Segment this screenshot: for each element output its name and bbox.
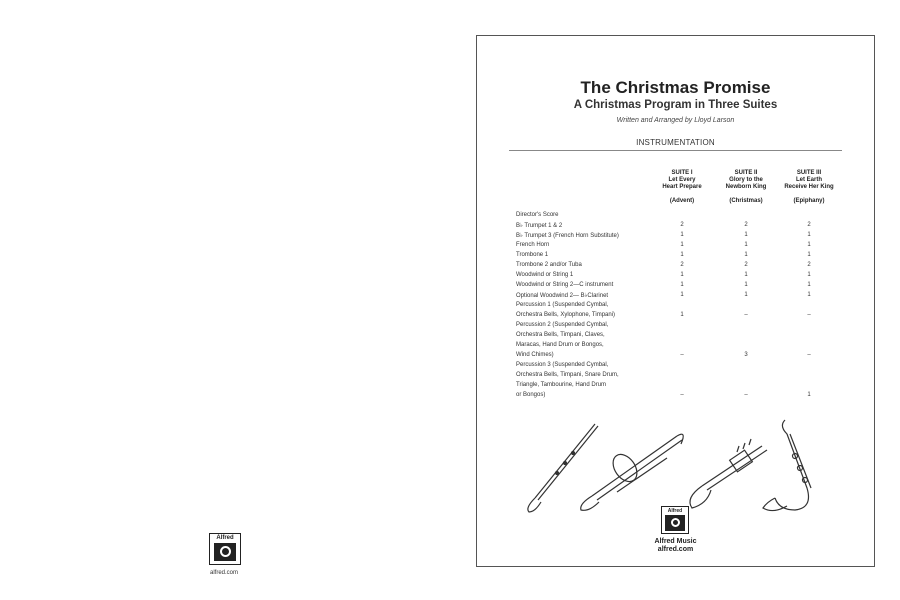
publisher-name: Alfred Music (654, 538, 697, 545)
table-row (477, 312, 874, 322)
row-value: 1 (680, 282, 684, 288)
row-label: or Bongos) (516, 392, 546, 398)
trombone-icon (581, 434, 684, 510)
row-value: 2 (807, 222, 811, 228)
table-row (477, 322, 874, 332)
row-value: 2 (744, 262, 748, 268)
row-value: – (744, 312, 748, 318)
suite-column-header (647, 170, 717, 205)
row-value: 2 (744, 222, 748, 228)
row-label: Director's Score (516, 212, 559, 218)
table-row (477, 272, 874, 282)
table-row (477, 302, 874, 312)
instrumentation-heading: INSTRUMENTATION (636, 138, 715, 147)
row-value: 2 (807, 262, 811, 268)
row-value: 1 (680, 232, 684, 238)
row-value: 1 (744, 292, 748, 298)
suite-number: SUITE II (734, 170, 758, 176)
table-row (477, 362, 874, 372)
alfred-logo-icon (665, 515, 685, 531)
row-label: Optional Woodwind 2— B♭Clarinet (516, 293, 609, 299)
row-value: 1 (744, 232, 748, 238)
row-value: 1 (807, 292, 811, 298)
row-label: French Horn (516, 242, 550, 248)
suite-name-line: Newborn King (725, 184, 767, 190)
row-value: 1 (744, 242, 748, 248)
back-cover-logo-text: Alfred (216, 535, 234, 541)
table-row (477, 382, 874, 392)
row-value: 1 (680, 252, 684, 258)
arranger-credit: Written and Arranged by Lloyd Larson (616, 117, 735, 124)
row-value: 1 (680, 242, 684, 248)
table-row (477, 262, 874, 272)
page-subtitle: A Christmas Program in Three Suites (573, 99, 778, 111)
row-label: Percussion 3 (Suspended Cymbal, (516, 362, 609, 368)
saxophone-icon (763, 420, 811, 511)
table-row (477, 242, 874, 252)
table-row (477, 352, 874, 362)
alfred-logo-icon (214, 543, 236, 561)
suite-column-header (711, 170, 781, 205)
row-label: B♭ Trumpet 1 & 2 (516, 223, 563, 229)
row-label: Maracas, Hand Drum or Bongos, (516, 342, 604, 348)
publisher-url: alfred.com (657, 546, 694, 553)
row-value: 1 (680, 292, 684, 298)
row-value: 1 (680, 272, 684, 278)
table-row (477, 282, 874, 292)
row-label: Triangle, Tambourine, Hand Drum (516, 382, 607, 388)
row-value: 1 (744, 252, 748, 258)
row-value: 3 (744, 352, 748, 358)
row-value: 2 (680, 222, 684, 228)
row-value: 1 (807, 282, 811, 288)
suite-season: (Epiphany) (793, 198, 825, 204)
score-cover-page (476, 35, 875, 567)
row-value: 1 (807, 252, 811, 258)
table-row (477, 392, 874, 402)
row-value: 1 (807, 232, 811, 238)
row-label: Trombone 1 (516, 252, 549, 258)
row-label: Trombone 2 and/or Tuba (516, 262, 582, 268)
row-value: 1 (807, 242, 811, 248)
row-value: – (680, 352, 684, 358)
suite-number: SUITE III (796, 170, 822, 176)
suite-season: (Christmas) (729, 198, 763, 204)
page-title: The Christmas Promise (580, 78, 771, 97)
row-label: Orchestra Bells, Timpani, Snare Drum, (516, 372, 619, 378)
suite-name-line: Receive Her King (784, 184, 834, 190)
row-value: 2 (680, 262, 684, 268)
row-label: B♭ Trumpet 3 (French Horn Substitute) (516, 233, 619, 239)
row-value: 1 (680, 312, 684, 318)
row-label: Woodwind or String 2—C instrument (516, 282, 614, 288)
row-value: – (680, 392, 684, 398)
back-cover-url: alfred.com (209, 570, 238, 576)
table-row (477, 212, 874, 222)
row-label: Percussion 1 (Suspended Cymbal, (516, 302, 609, 308)
row-value: 1 (744, 272, 748, 278)
table-row (477, 372, 874, 382)
table-row (477, 342, 874, 352)
suite-season: (Advent) (669, 198, 695, 204)
row-value: 1 (807, 272, 811, 278)
row-label: Orchestra Bells, Xylophone, Timpani) (516, 312, 616, 318)
suite-name-line: Let Every (668, 177, 696, 183)
suite-name-line: Heart Prepare (662, 184, 702, 190)
row-label: Woodwind or String 1 (516, 272, 574, 278)
table-row (477, 222, 874, 232)
row-value: – (744, 392, 748, 398)
table-row (477, 332, 874, 342)
row-value: 1 (744, 282, 748, 288)
table-row (477, 292, 874, 302)
back-cover-logo (209, 533, 241, 565)
suite-name-line: Let Earth (795, 177, 822, 183)
heading-divider (509, 150, 842, 151)
table-row (477, 232, 874, 242)
trumpet-icon (690, 439, 767, 508)
row-value: – (807, 312, 811, 318)
row-label: Percussion 2 (Suspended Cymbal, (516, 322, 609, 328)
instrument-illustrations (517, 416, 847, 516)
row-value: 1 (807, 392, 811, 398)
suite-name-line: Glory to the (729, 177, 763, 183)
row-label: Orchestra Bells, Timpani, Claves, (516, 332, 605, 338)
alfred-logo-text: Alfred (667, 508, 683, 514)
suite-number: SUITE I (671, 170, 693, 176)
table-row (477, 252, 874, 262)
row-label: Wind Chimes) (516, 352, 554, 358)
suite-column-header (774, 170, 844, 205)
alfred-logo (661, 506, 689, 534)
row-value: – (807, 352, 811, 358)
